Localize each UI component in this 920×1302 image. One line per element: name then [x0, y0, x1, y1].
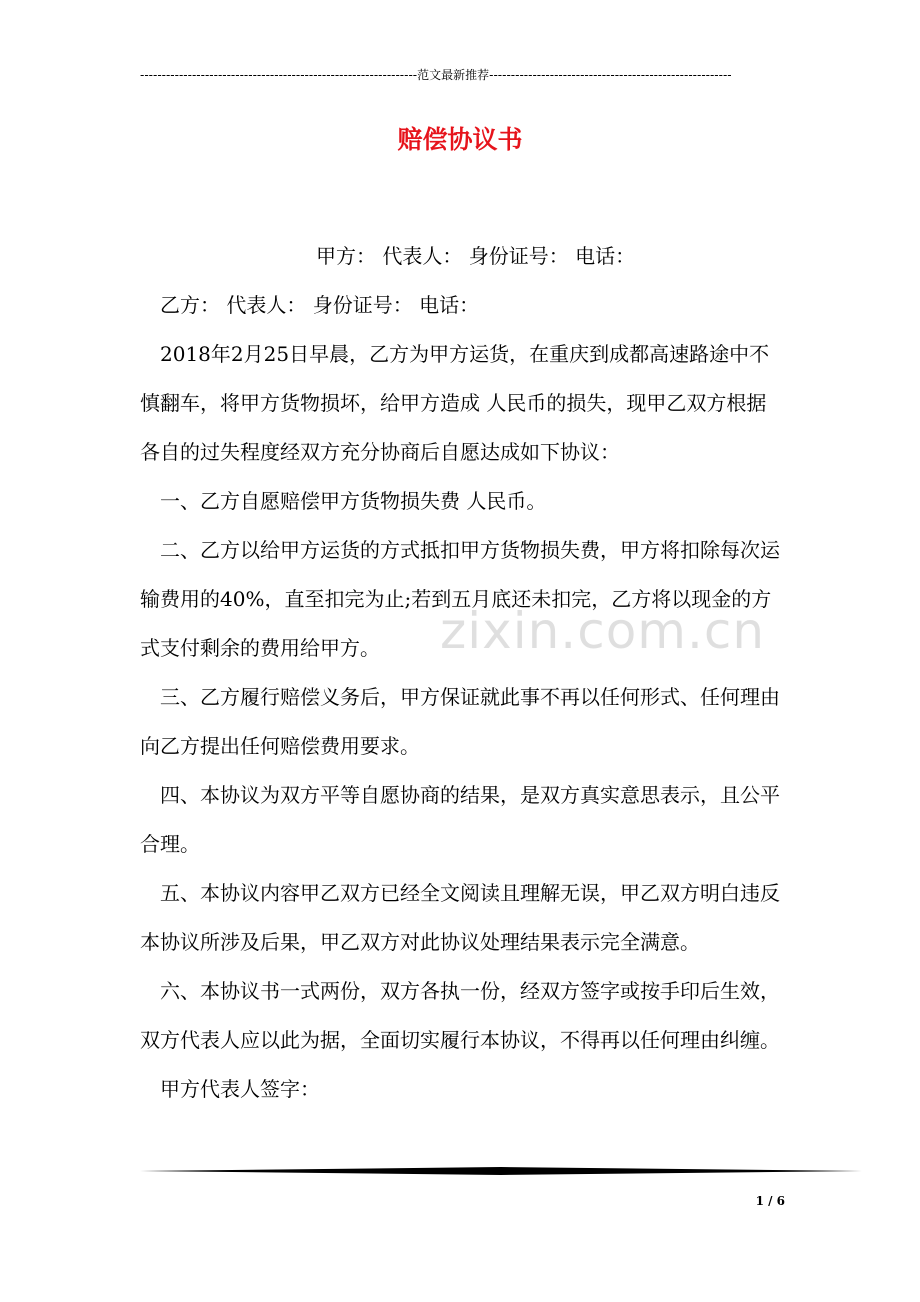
- page-number: 1 / 6: [755, 1194, 785, 1208]
- clause-4: 四、本协议为双方平等自愿协商的结果，是双方真实意思表示，且公平合理。: [140, 783, 780, 856]
- header-right-dashes: --------------------------------------------------------: [489, 68, 732, 82]
- signature-line: 甲方代表人签字：: [160, 1077, 320, 1101]
- clause-2: 二、乙方以给甲方运货的方式抵扣甲方货物损失费，甲方将扣除每次运输费用的40%，直至扣完为止;若到五月底还未扣完，乙方将以现金的方式支付剩余的费用给甲方。: [140, 538, 780, 660]
- document-title: 赔偿协议书: [397, 125, 523, 154]
- clause-3: 三、乙方履行赔偿义务后，甲方保证就此事不再以任何形式、任何理由向乙方提出任何赔偿费用要求。: [140, 685, 780, 758]
- party-a-line: 甲方： 代表人： 身份证号： 电话：: [316, 244, 636, 268]
- clause-1: 一、乙方自愿赔偿甲方货物损失费 人民币。: [160, 489, 547, 513]
- document-body: [140, 232, 785, 1114]
- page-header: [140, 66, 768, 84]
- clause-6: 六、本协议书一式两份，双方各执一份，经双方签字或按手印后生效，双方代表人应以此为据，全面切实履行本协议，不得再以任何理由纠缠。: [140, 979, 780, 1052]
- clause-5: 五、本协议内容甲乙双方已经全文阅读且理解无误，甲乙双方明白违反本协议所涉及后果，甲乙双方对此协议处理结果表示完全满意。: [140, 881, 780, 954]
- watermark: zixin.com.cn: [440, 602, 766, 660]
- header-left-dashes: ----------------------------------------------------------------: [140, 68, 418, 82]
- header-label: 范文最新推荐: [417, 68, 490, 82]
- footer-rule: [140, 1164, 862, 1178]
- paragraph-intro: 2018年2月25日早晨，乙方为甲方运货，在重庆到成都高速路途中不慎翻车，将甲方货物损坏，给甲方造成 人民币的损失，现甲乙双方根据各自的过失程度经双方充分协商后自愿达成如下协议：: [140, 342, 770, 464]
- party-b-line: 乙方： 代表人： 身份证号： 电话：: [160, 293, 480, 317]
